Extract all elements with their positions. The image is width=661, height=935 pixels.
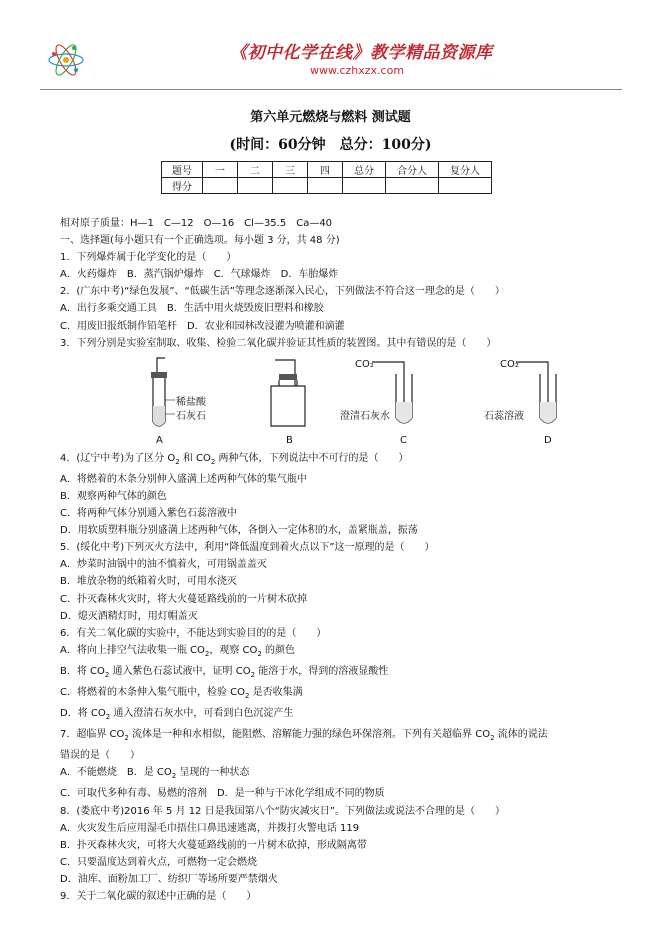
q6-text: B．将 CO	[60, 665, 105, 677]
score-header-cell: 三	[273, 162, 308, 178]
q4-stem-part: 4．(辽宁中考)为了区分 O	[60, 452, 176, 464]
q4-sub: 2	[175, 457, 180, 466]
question-option: D．用软质塑料瓶分别盛满上述两种气体，各倒入一定体积的水，盖紧瓶盖，振荡	[60, 525, 418, 537]
q7-text: 流体的说法	[494, 729, 548, 741]
apparatus-c-drawing	[372, 356, 432, 444]
apparatus-b-letter: B	[286, 434, 293, 446]
apparatus-c-liquid-label: 澄清石灰水	[340, 410, 390, 422]
atomic-mass-line: 相对原子质量：H—1 C—12 O—16 Cl—35.5 Ca—40	[60, 218, 333, 229]
q4-stem-part: 和 CO	[179, 452, 211, 464]
q7-text: 流体是一种和水相似，能阻燃、溶解能力强的绿色环保溶剂。下列有关超临界 CO	[128, 729, 491, 741]
question-option: A．将燃着的木条分别伸入盛满上述两种气体的集气瓶中	[60, 473, 307, 485]
apparatus-c-gas-label: CO₂	[355, 358, 374, 370]
question-option: A．炒菜时油锅中的油不慎着火，可用锅盖盖灭	[60, 559, 267, 571]
q7-text: 7．超临界 CO	[60, 729, 125, 741]
q7-text: A．不能燃烧 B．是 CO	[60, 767, 172, 779]
apparatus-d-drawing	[516, 356, 576, 444]
brand-title: 《初中化学在线》教学精品资源库	[230, 43, 493, 63]
q6-sub: 2	[245, 691, 250, 700]
atom-logo-icon	[46, 40, 86, 80]
apparatus-figure	[60, 356, 620, 444]
score-cell[interactable]	[238, 178, 273, 194]
q6-sub: 2	[104, 670, 110, 679]
score-header-cell: 合分人	[386, 162, 439, 178]
score-header-cell: 一	[203, 162, 238, 178]
q6-sub: 2	[250, 670, 256, 679]
question-stem: 3．下列分别是实验室制取、收集、检验二氧化碳并验证其性质的装置图。其中有错误的是（ ）	[60, 337, 497, 349]
q6-sub: 2	[204, 649, 210, 658]
q6-sub: 2	[257, 649, 262, 658]
question-option: D．油库、面粉加工厂、纺织厂等场所要严禁烟火	[60, 873, 278, 885]
page-title: 第六单元燃烧与燃料 测试题	[250, 110, 411, 125]
q7-text: 呈现的一种状态	[176, 767, 250, 779]
q6-text: ，观察 CO	[209, 644, 258, 656]
question-option: D．熄灭酒精灯时，用灯帽盖灭	[60, 610, 198, 622]
question-stem: 8．(娄底中考)2016 年 5 月 12 日是我国第八个“防灾减灾日”。下列做法或说法不合理的是（ ）	[60, 805, 505, 817]
q6-text: 的颜色	[261, 644, 296, 656]
q6-text: 通入紫色石蕊试液中，证明 CO	[109, 665, 251, 677]
question-stem: 5．(绥化中考)下列灭火方法中，利用“降低温度到着火点以下”这一原理的是（ ）	[60, 542, 435, 554]
question-stem: 2．(广东中考)“绿色发展”、“低碳生活”等理念逐渐深入民心，下列做法不符合这一理念的是（ ）	[60, 286, 505, 298]
q7-sub: 2	[490, 734, 495, 743]
q6-text: 是否收集满	[249, 686, 303, 698]
score-cell[interactable]	[343, 178, 386, 194]
q4-sub: 2	[210, 457, 216, 466]
question-option: B．堆放杂物的纸箱着火时，可用水浇灭	[60, 576, 237, 588]
score-header-cell: 题号	[162, 162, 203, 178]
apparatus-d-gas-label: CO₂	[500, 358, 519, 370]
apparatus-b-drawing	[265, 356, 315, 444]
question-option: B．观察两种气体的颜色	[60, 490, 167, 502]
question-option	[60, 642, 620, 663]
q7-sub: 2	[171, 772, 177, 781]
exam-content	[60, 215, 620, 905]
score-header-cell: 复分人	[439, 162, 492, 178]
q6-text: A．将向上排空气法收集一瓶 CO	[60, 644, 205, 656]
question-options	[60, 764, 620, 785]
question-stem	[60, 450, 620, 471]
score-cell[interactable]	[203, 178, 238, 194]
apparatus-d-liquid-label: 石蕊溶液	[484, 410, 524, 422]
score-header-cell: 四	[308, 162, 343, 178]
question-option: C．扑灭森林火灾时，将大火蔓延路线前的一片树木砍掉	[60, 593, 307, 605]
q6-text: C．将燃着的木条伸入集气瓶中，检验 CO	[60, 686, 246, 698]
page-subtitle: (时间：60分钟 总分：100分)	[229, 137, 432, 153]
question-option: B．扑灭森林火灾，可将大火蔓延路线前的一片树木砍掉，形成隔离带	[60, 839, 367, 851]
brand-url: www.czhxzx.com	[310, 64, 405, 77]
question-option	[60, 684, 620, 705]
score-cell[interactable]	[273, 178, 308, 194]
apparatus-a-letter: A	[156, 434, 163, 446]
question-options: A．火药爆炸 B．蒸汽锅炉爆炸 C．气球爆炸 D．车胎爆炸	[60, 269, 339, 281]
question-stem	[60, 726, 620, 747]
score-cell[interactable]	[439, 178, 492, 194]
q6-sub: 2	[105, 713, 111, 722]
q4-stem-part: 两种气体，下列说法中不可行的是（ ）	[215, 452, 409, 464]
apparatus-d-letter: D	[544, 434, 552, 446]
q6-text: 通入澄清石灰水中，可看到白色沉淀产生	[110, 708, 294, 720]
question-option: C．只要温度达到着火点，可燃物一定会燃烧	[60, 856, 257, 868]
score-header-cell: 二	[238, 162, 273, 178]
q7-sub: 2	[124, 734, 129, 743]
apparatus-a-label-acid: 稀盐酸	[176, 396, 206, 408]
question-stem: 9．关于二氧化碳的叙述中正确的是（ ）	[60, 891, 257, 902]
question-stem: 6．有关二氧化碳的实验中，不能达到实验目的的是（ ）	[60, 627, 327, 639]
header-divider	[40, 89, 622, 90]
score-header-cell: 总分	[343, 162, 386, 178]
question-option: A．火灾发生后应用湿毛巾捂住口鼻迅速逃离，并拨打火警电话 119	[60, 822, 360, 834]
page-header	[40, 30, 622, 88]
section-heading: 一、选择题(每小题只有一个正确选项。每小题 3 分，共 48 分)	[60, 235, 340, 247]
score-table-header-row	[162, 162, 492, 178]
score-row-label: 得分	[162, 178, 203, 194]
score-cell[interactable]	[386, 178, 439, 194]
q6-text: 能溶于水，得到的溶液显酸性	[255, 665, 389, 677]
score-cell[interactable]	[308, 178, 343, 194]
q6-text: D．将 CO	[60, 708, 106, 720]
question-stem: 1．下列爆炸属于化学变化的是（ ）	[60, 252, 237, 264]
question-option: C．将两种气体分别通入紫色石蕊溶液中	[60, 508, 237, 520]
score-table-row	[162, 178, 492, 194]
score-table	[161, 161, 492, 194]
question-options: A．出行多乘交通工具 B．生活中用火烧毁废旧塑料和橡胶	[60, 303, 324, 315]
question-option	[60, 663, 620, 684]
apparatus-c-letter: C	[400, 434, 407, 446]
question-option	[60, 705, 620, 726]
question-options: C．可取代多种有毒、易燃的溶剂 D．是一种与干冰化学组成不同的物质	[60, 788, 385, 800]
question-options: C．用废旧报纸制作铅笔杆 D．农业和园林改浸灌为喷灌和滴灌	[60, 320, 345, 332]
apparatus-a-label-limestone: 石灰石	[176, 410, 206, 422]
question-stem-continued: 错误的是（ ）	[60, 750, 140, 762]
